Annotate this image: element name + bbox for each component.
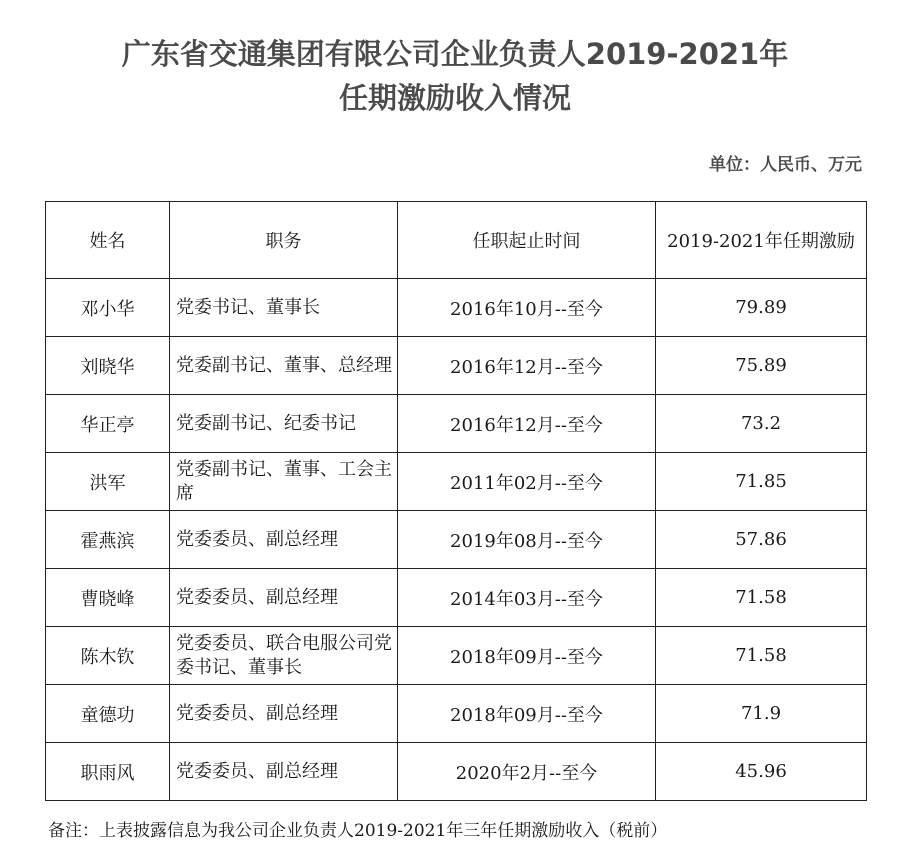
title-line-1: 广东省交通集团有限公司企业负责人2019-2021年 bbox=[121, 37, 789, 71]
table-row bbox=[46, 279, 867, 337]
table-row bbox=[46, 569, 867, 627]
cell-position: 党委副书记、董事、工会主席 bbox=[170, 453, 398, 511]
cell-position: 党委副书记、董事、总经理 bbox=[170, 337, 398, 395]
table-row bbox=[46, 453, 867, 511]
cell-incentive: 71.58 bbox=[656, 569, 867, 627]
cell-name: 邓小华 bbox=[46, 279, 170, 337]
cell-position: 党委委员、副总经理 bbox=[170, 569, 398, 627]
cell-incentive: 45.96 bbox=[656, 743, 867, 801]
cell-name: 洪军 bbox=[46, 453, 170, 511]
cell-incentive: 71.58 bbox=[656, 627, 867, 685]
cell-term: 2016年12月--至今 bbox=[398, 337, 656, 395]
cell-term: 2014年03月--至今 bbox=[398, 569, 656, 627]
cell-incentive: 79.89 bbox=[656, 279, 867, 337]
cell-name: 职雨风 bbox=[46, 743, 170, 801]
cell-term: 2016年10月--至今 bbox=[398, 279, 656, 337]
incentive-table bbox=[45, 201, 867, 801]
table-row bbox=[46, 395, 867, 453]
cell-name: 曹晓峰 bbox=[46, 569, 170, 627]
cell-incentive: 57.86 bbox=[656, 511, 867, 569]
cell-position: 党委委员、联合电服公司党委书记、董事长 bbox=[170, 627, 398, 685]
header-incentive: 2019-2021年任期激励 bbox=[656, 202, 867, 279]
cell-term: 2018年09月--至今 bbox=[398, 685, 656, 743]
cell-term: 2020年2月--至今 bbox=[398, 743, 656, 801]
cell-incentive: 75.89 bbox=[656, 337, 867, 395]
cell-name: 童德功 bbox=[46, 685, 170, 743]
cell-position: 党委副书记、纪委书记 bbox=[170, 395, 398, 453]
cell-incentive: 71.9 bbox=[656, 685, 867, 743]
cell-position: 党委委员、副总经理 bbox=[170, 685, 398, 743]
cell-position: 党委委员、副总经理 bbox=[170, 743, 398, 801]
footnote: 备注：上表披露信息为我公司企业负责人2019-2021年三年任期激励收入（税前） bbox=[48, 821, 668, 841]
table-header-row bbox=[46, 202, 867, 279]
cell-incentive: 73.2 bbox=[656, 395, 867, 453]
table-row bbox=[46, 685, 867, 743]
table-row bbox=[46, 337, 867, 395]
header-name: 姓名 bbox=[46, 202, 170, 279]
header-term: 任职起止时间 bbox=[398, 202, 656, 279]
cell-name: 华正亭 bbox=[46, 395, 170, 453]
table-row bbox=[46, 627, 867, 685]
cell-name: 霍燕滨 bbox=[46, 511, 170, 569]
cell-position: 党委书记、董事长 bbox=[170, 279, 398, 337]
title-line-2: 任期激励收入情况 bbox=[338, 81, 571, 115]
cell-incentive: 71.85 bbox=[656, 453, 867, 511]
cell-term: 2016年12月--至今 bbox=[398, 395, 656, 453]
cell-position: 党委委员、副总经理 bbox=[170, 511, 398, 569]
unit-label: 单位：人民币、万元 bbox=[709, 155, 862, 175]
table-row bbox=[46, 511, 867, 569]
cell-name: 刘晓华 bbox=[46, 337, 170, 395]
document-title bbox=[0, 32, 910, 120]
table-row bbox=[46, 743, 867, 801]
cell-term: 2018年09月--至今 bbox=[398, 627, 656, 685]
header-position: 职务 bbox=[170, 202, 398, 279]
cell-term: 2019年08月--至今 bbox=[398, 511, 656, 569]
cell-term: 2011年02月--至今 bbox=[398, 453, 656, 511]
cell-name: 陈木钦 bbox=[46, 627, 170, 685]
